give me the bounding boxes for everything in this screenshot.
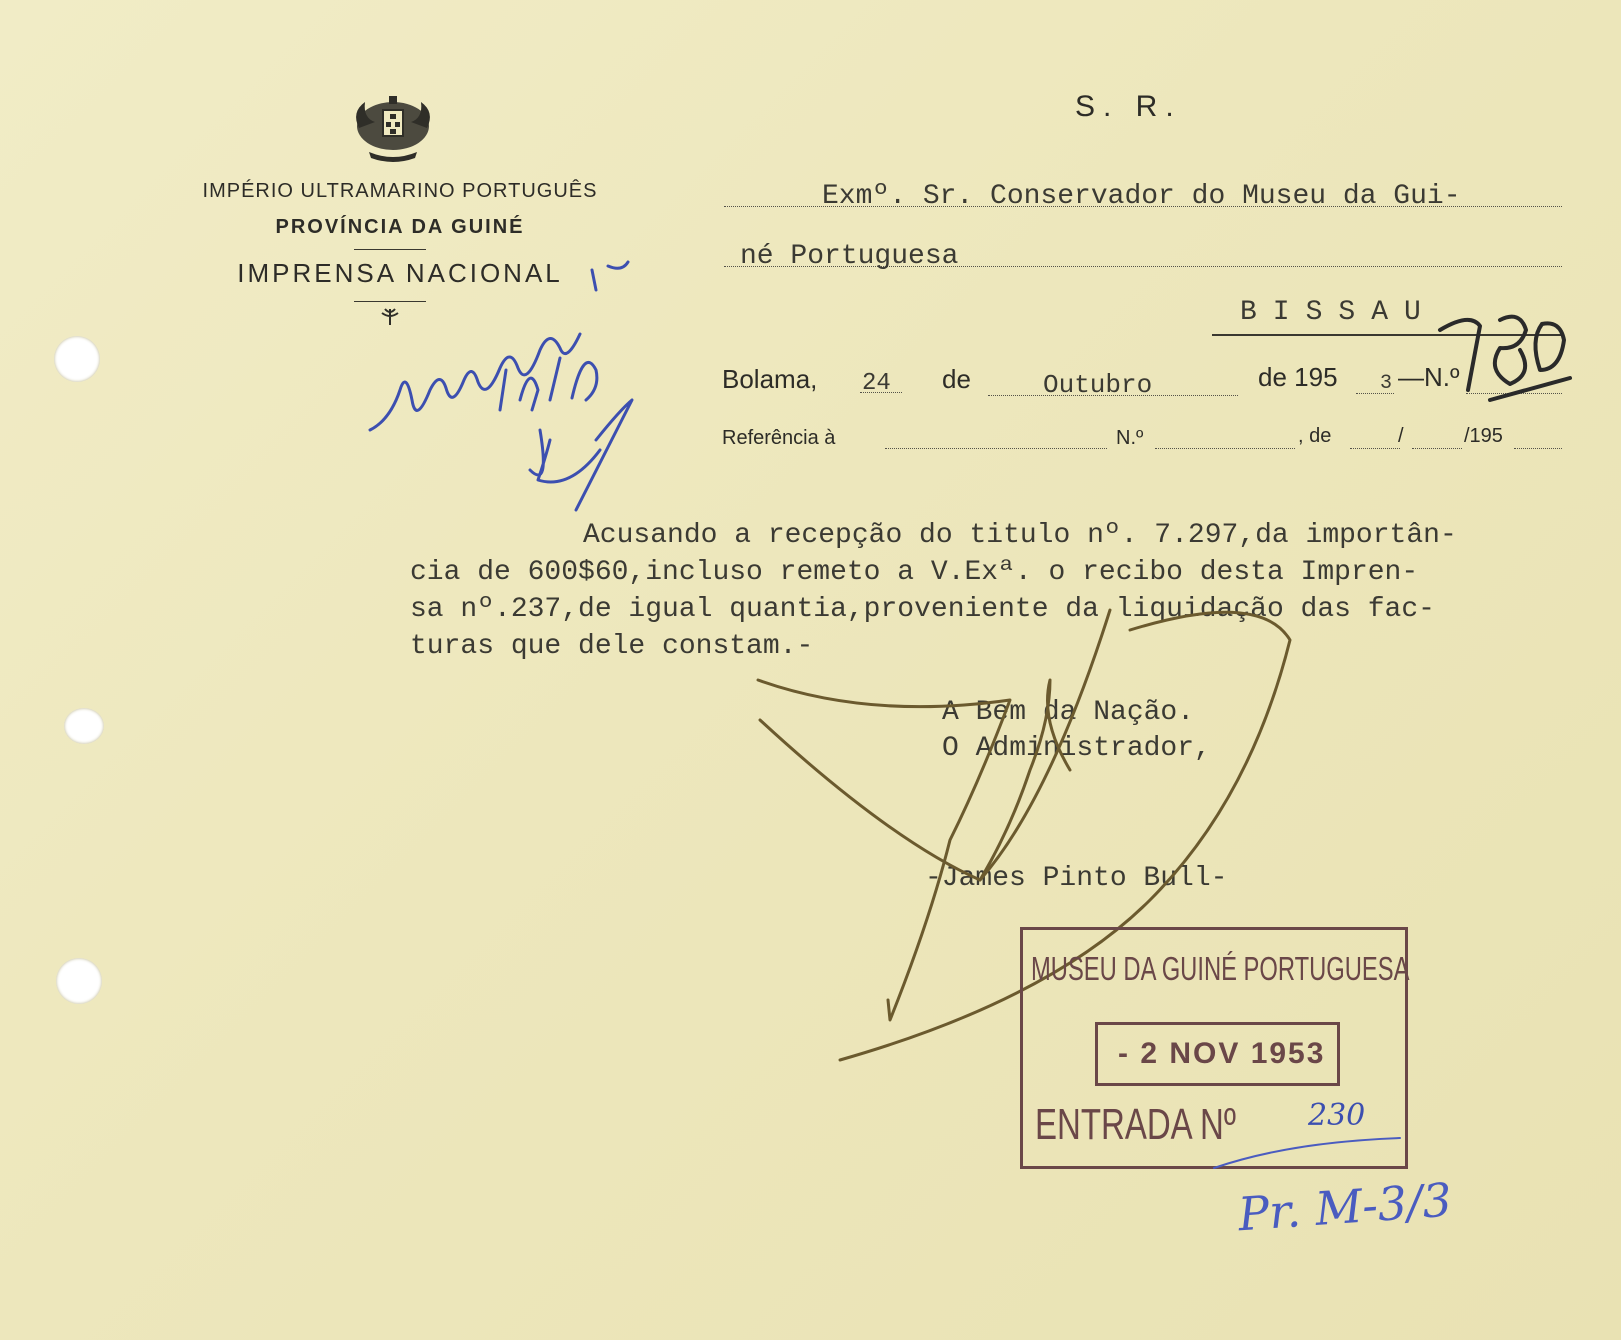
reference-dots-3: [1350, 448, 1400, 449]
letterhead-province: PROVÍNCIA DA GUINÉ: [275, 216, 525, 238]
body-line-2: cia de 600$60,incluso remeto a V.Exª. o recibo desta Impren-: [410, 557, 1419, 588]
dateline-year-prefix: de 195: [1258, 362, 1338, 392]
addressee-line-1: Exmº. Sr. Conservador do Museu da Gui-: [822, 181, 1461, 212]
coat-of-arms-icon: [345, 92, 441, 164]
letterhead-empire: IMPÉRIO ULTRAMARINO PORTUGUÊS: [202, 180, 598, 202]
stamp-entry-number: 230: [1308, 1098, 1366, 1133]
addressee-city: BISSAU: [1240, 297, 1437, 328]
stamp-date-box: [1095, 1022, 1340, 1086]
stamp-date: - 2 NOV 1953: [1118, 1037, 1326, 1070]
handwritten-number-icon: [1430, 300, 1580, 410]
reference-slash: /: [1398, 425, 1404, 447]
reference-dots-4: [1412, 448, 1462, 449]
stamp-title: MUSEU DA GUINÉ PORTUGUESA: [1031, 950, 1410, 987]
body-line-1: Acusando a recepção do titulo nº. 7.297,da importân-: [583, 520, 1457, 551]
body-line-4: turas que dele constam.-: [410, 631, 814, 662]
reference-dots-5: [1514, 448, 1562, 449]
handwritten-annotation-arquive: [360, 250, 670, 540]
dateline-number-label: —N.º: [1398, 362, 1460, 392]
reference-de-label: , de: [1298, 425, 1332, 447]
reference-dots-2: [1155, 448, 1295, 449]
dateline-year-digit: 3: [1380, 372, 1393, 395]
pen-stroke-icon: [1210, 1132, 1410, 1172]
stamp-entrada-label: ENTRADA Nº: [1035, 1100, 1236, 1149]
dateline-place: Bolama,: [722, 364, 818, 394]
punch-hole-bottom: [56, 958, 102, 1004]
addressee-line-2: né Portuguesa: [740, 241, 959, 272]
signer-name: -James Pinto Bull-: [925, 863, 1228, 894]
punch-hole-top: [54, 336, 100, 382]
handwritten-note-bottom: Pr. M-3/3: [1236, 1172, 1454, 1242]
reference-dots-1: [885, 448, 1107, 449]
dateline-month: Outubro: [1043, 370, 1153, 400]
body-line-3: sa nº.237,de igual quantia,proveniente da liquidação das fac-: [410, 594, 1435, 625]
letterhead-press: IMPRENSA NACIONAL: [237, 258, 563, 288]
closing-line-1: A Bem da Nação.: [942, 697, 1195, 728]
salutation: S. R.: [1075, 90, 1182, 123]
dateline-day: 24: [862, 370, 891, 397]
reference-label: Referência à: [722, 427, 836, 449]
reference-year-label: /195: [1464, 425, 1503, 447]
punch-hole-middle: [64, 708, 104, 744]
dateline-de: de: [942, 364, 971, 394]
reference-no-label: N.º: [1116, 427, 1144, 449]
closing-line-2: O Administrador,: [942, 733, 1211, 764]
